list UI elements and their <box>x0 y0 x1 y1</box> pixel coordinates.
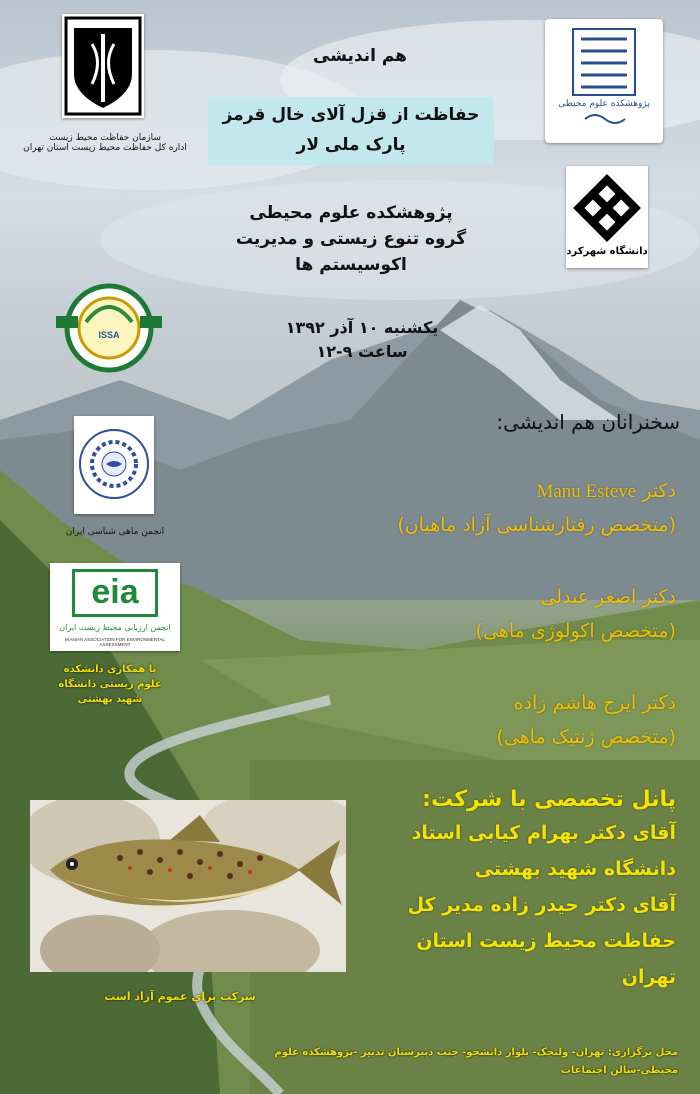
collab-line-2: علوم زیستی دانشگاه <box>58 679 162 690</box>
speaker-3-name: دکتر ایرج هاشم زاده <box>513 692 676 714</box>
event-time: ساعت ۹-۱۲ <box>316 342 408 361</box>
topic-title-box <box>208 97 494 165</box>
speakers-heading: سخنرانان هم اندیشی: <box>496 410 680 434</box>
organizer-line-3: اکوسیستم ها <box>295 255 407 275</box>
eia-fa-caption: انجمن ارزیابی محیط زیست ایران <box>59 623 171 632</box>
organizer-block <box>208 200 494 278</box>
ichthyology-logo <box>74 416 154 514</box>
speaker-2-role: (متخصص اکولوژی ماهی) <box>475 620 676 642</box>
panel-heading: پانل تخصصی با شرکت: <box>422 787 676 812</box>
collaboration-note <box>30 662 190 707</box>
trout-fish-icon <box>30 800 346 972</box>
shahrekord-name: دانشگاه شهرکرد <box>566 246 648 257</box>
panel-line-3: آقای دکتر حیدر زاده مدیر کل <box>407 894 676 916</box>
venue-line-1: محل برگزاری: تهران- ولنجک- بلوار دانشجو- جنب دبیرستان تدبیر -پژوهشکده علوم <box>274 1047 678 1058</box>
speaker-2-name: دکتر اصغر عبدلی <box>540 586 676 608</box>
sbu-logo <box>545 19 663 143</box>
doe-logo <box>62 14 144 118</box>
panel-line-4: حفاظت محیط زیست استان <box>416 930 676 952</box>
ichthyology-caption: انجمن ماهی شناسی ایران <box>65 527 165 537</box>
panel-line-1: آقای دکتر بهرام کیابی استاد <box>411 822 676 844</box>
panel-line-2: دانشگاه شهید بهشتی <box>474 858 676 880</box>
trout-photo <box>30 800 346 972</box>
speaker-1-name: Manu Esteve <box>536 481 637 502</box>
event-type-title: هم اندیشی <box>313 46 407 66</box>
speaker-1-title: دکتر <box>642 480 676 502</box>
eia-en-caption: IRANIAN ASSOCIATION FOR ENVIRONMENTAL ASSESSMENT <box>64 637 166 647</box>
speaker-1-role: (متخصص رفتارشناسی آزاد ماهیان) <box>397 514 676 536</box>
sbu-subtitle: پژوهشکده علوم محیطی <box>558 99 650 109</box>
topic-line-1: حفاظت از قزل آلای خال قرمز <box>222 105 480 125</box>
doe-caption-line-1: سازمان حفاظت محیط زیست <box>49 133 161 143</box>
collab-line-1: با همکاری دانشکده <box>63 664 157 675</box>
date-block <box>262 316 462 364</box>
organizer-line-2: گروه تنوع زیستی و مدیریت <box>235 229 467 249</box>
issa-logo <box>56 282 162 374</box>
sbu-emblem-icon <box>545 19 663 143</box>
doe-caption-line-2: اداره کل حفاظت محیط زیست استان تهران <box>23 143 187 153</box>
collab-line-3: شهید بهشتی <box>77 694 143 705</box>
issa-label: ISSA <box>98 330 120 340</box>
eia-logo <box>50 563 180 651</box>
ichthyology-emblem-icon <box>74 416 154 514</box>
issa-emblem-icon <box>56 282 162 374</box>
topic-line-2: پارک ملی لار <box>296 135 406 155</box>
speaker-3-role: (متخصص ژنتیک ماهی) <box>496 726 676 748</box>
eia-mark: eia <box>72 569 158 617</box>
organizer-line-1: پژوهشکده علوم محیطی <box>249 203 453 223</box>
free-entry-note: شرکت برای عموم آزاد است <box>104 990 256 1003</box>
speaker-1-name-row <box>536 480 676 503</box>
shahrekord-logo <box>566 166 648 268</box>
event-date: یکشنبه ۱۰ آذر ۱۳۹۲ <box>285 318 439 337</box>
doe-caption <box>20 133 190 153</box>
venue-info <box>178 1044 678 1080</box>
venue-line-2: محیطی-سالن اجتماعات <box>560 1065 678 1076</box>
doe-emblem-icon <box>62 14 144 118</box>
panel-line-5: تهران <box>621 966 676 988</box>
